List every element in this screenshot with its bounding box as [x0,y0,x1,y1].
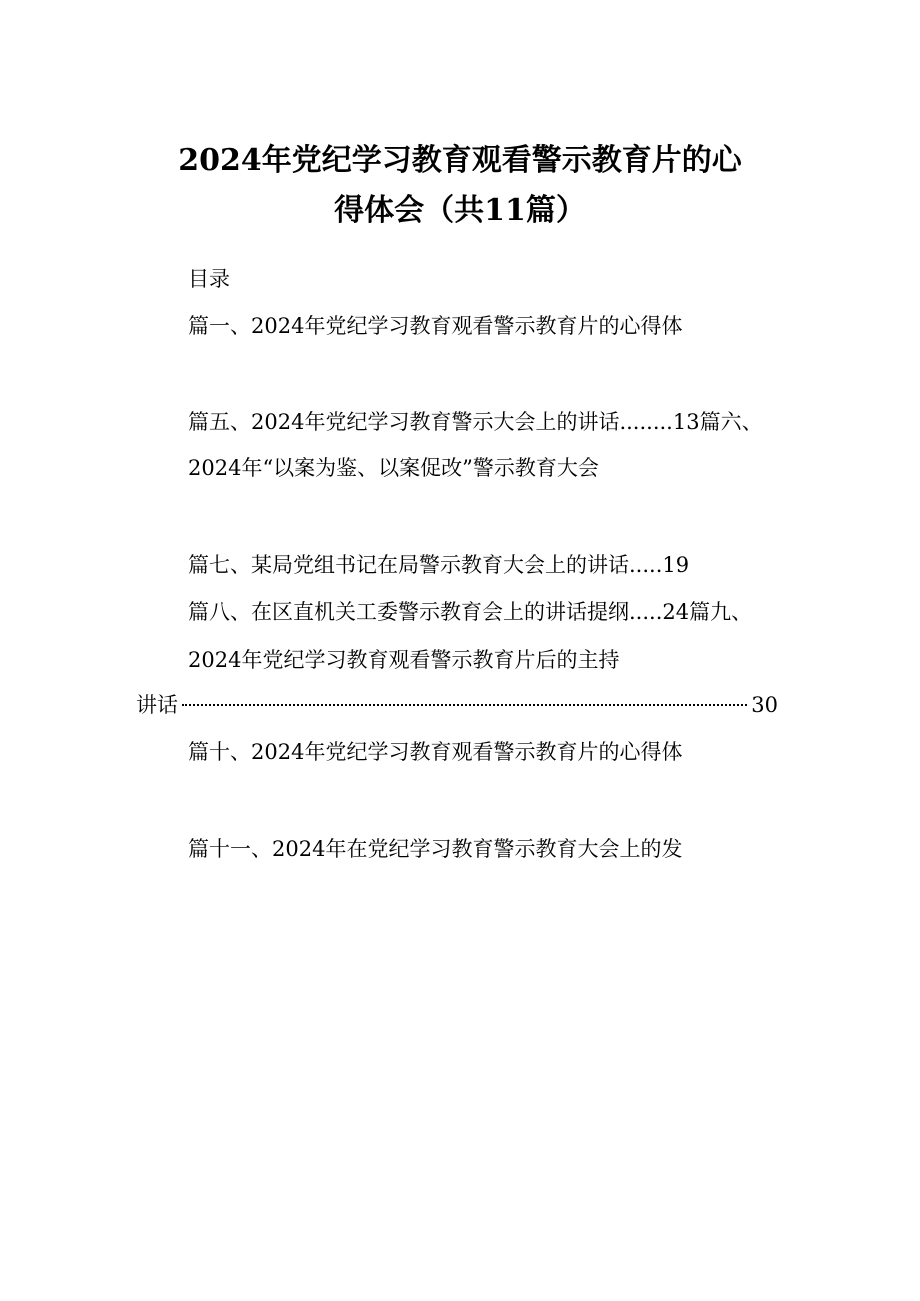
toc-entry: 篇十、2024年党纪学习教育观看警示教育片的心得体 [188,740,683,764]
document-title-line-2: 得体会（共11篇） [334,193,586,228]
toc-entry: 篇八、在区直机关工委警示教育会上的讲话提纲.....24篇九、 [188,600,753,624]
toc-entry: 2024年党纪学习教育观看警示教育片后的主持 [188,648,620,672]
toc-entry: 篇七、某局党组书记在局警示教育大会上的讲话.....19 [188,553,690,577]
toc-entry: 篇十一、2024年在党纪学习教育警示教育大会上的发 [188,837,683,861]
document-title-line-1: 2024年党纪学习教育观看警示教育片的心 [178,143,742,178]
toc-entry: 2024年“以案为鉴、以案促改”警示教育大会 [188,456,599,480]
toc-entry-dotted [136,690,778,720]
dot-leader [182,704,747,706]
toc-entry: 篇一、2024年党纪学习教育观看警示教育片的心得体 [188,314,683,338]
toc-heading: 目录 [188,267,230,291]
toc-page-number: 30 [751,693,778,717]
toc-entry: 篇五、2024年党纪学习教育警示大会上的讲话........13篇六、 [188,410,763,434]
toc-entry-label: 讲话 [136,693,178,717]
